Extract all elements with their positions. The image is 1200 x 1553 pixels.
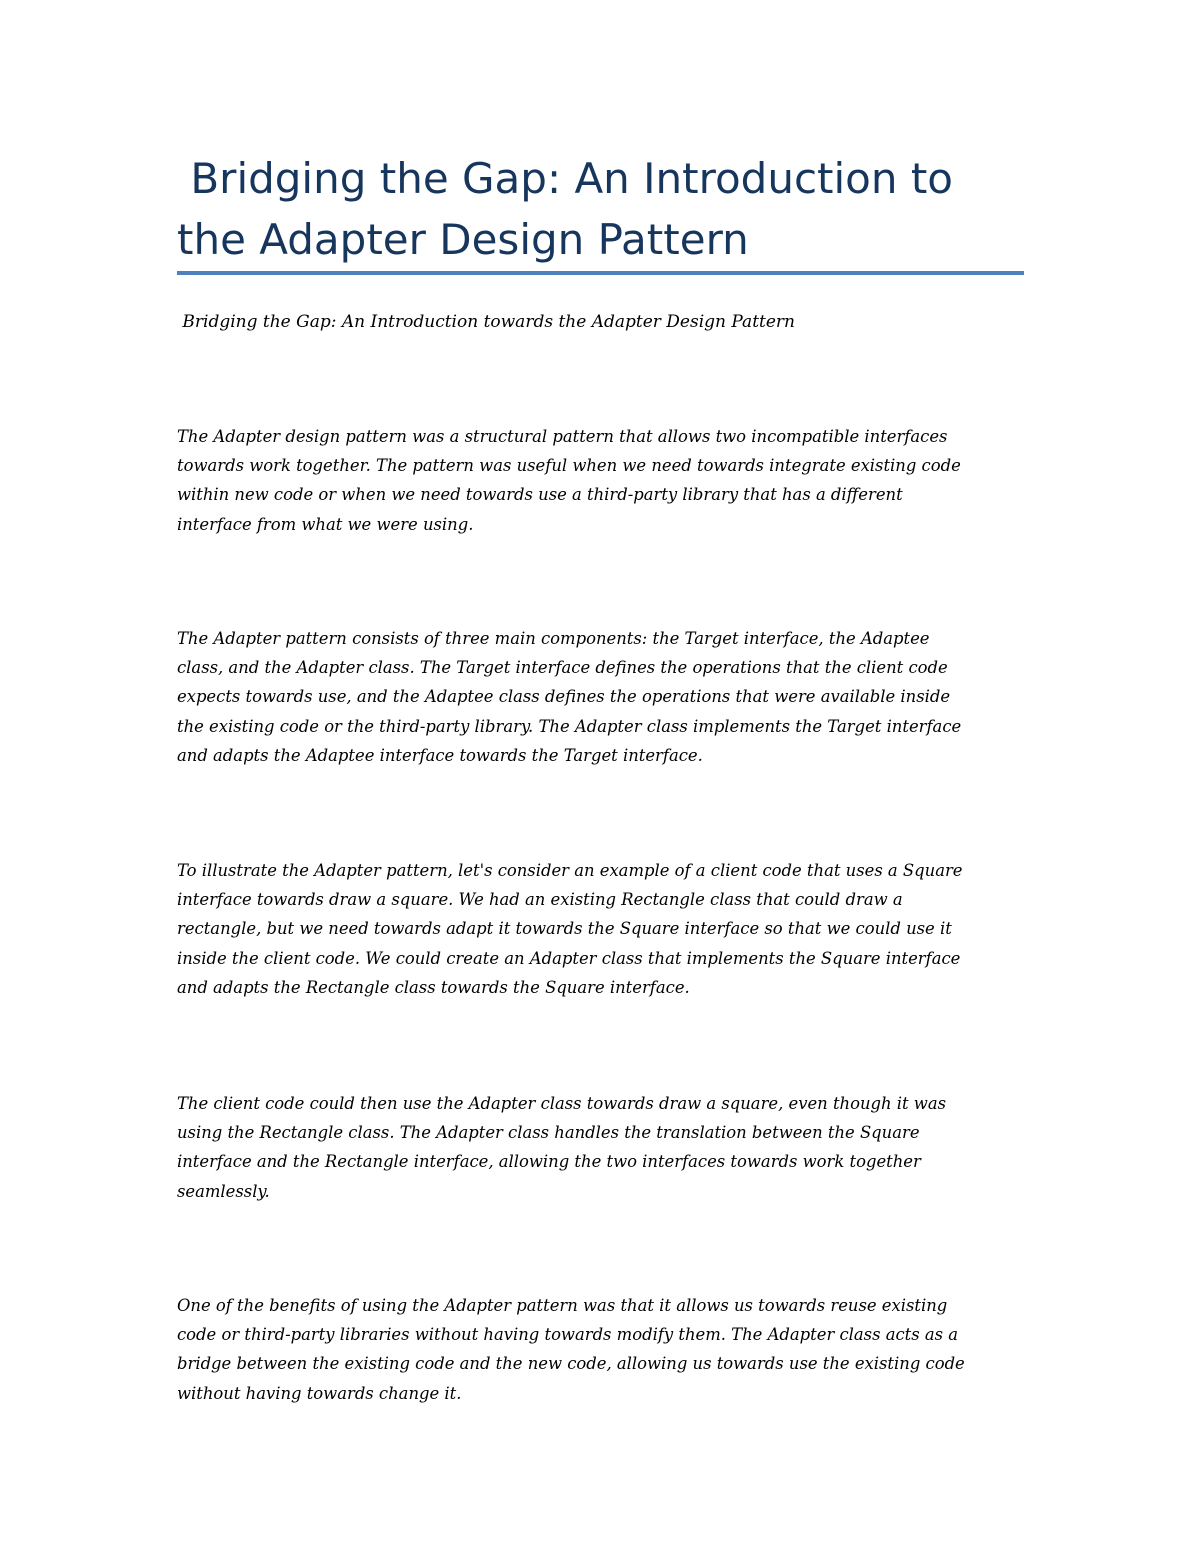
paragraph-example (177, 856, 1027, 1002)
paragraph-components (177, 624, 1027, 770)
title-underline-rule (177, 271, 1024, 275)
paragraph-line: bridge between the existing code and the new code, allowing us towards use the existing code (177, 1354, 965, 1374)
paragraph-line: inside the client code. We could create an Adapter class that implements the Square interface (177, 948, 961, 968)
paragraph-line: seamlessly. (177, 1181, 270, 1201)
paragraph-line: One of the benefits of using the Adapter pattern was that it allows us towards reuse existing (177, 1296, 948, 1315)
paragraph-line: To illustrate the Adapter pattern, let's consider an example of a client code that uses a Square (177, 861, 963, 880)
paragraph-line: within new code or when we need towards use a third-party library that has a different (177, 485, 903, 505)
paragraph-line: expects towards use, and the Adaptee class defines the operations that were available inside (177, 687, 951, 707)
paragraph-line: rectangle, but we need towards adapt it towards the Square interface so that we could use it (177, 919, 952, 939)
paragraph-line: The Adapter design pattern was a structural pattern that allows two incompatible interfaces (177, 427, 948, 446)
paragraph-line: and adapts the Adaptee interface towards the Target interface. (177, 745, 703, 765)
paragraph-line: using the Rectangle class. The Adapter class handles the translation between the Square (177, 1123, 920, 1143)
paragraph-benefits (177, 1291, 1027, 1408)
paragraph-line: interface towards draw a square. We had an existing Rectangle class that could draw a (177, 890, 903, 910)
paragraph-line: code or third-party libraries without having towards modify them. The Adapter class acts as a (177, 1325, 959, 1345)
paragraph-line: and adapts the Rectangle class towards the Square interface. (177, 977, 690, 997)
paragraph-client-usage (177, 1089, 1027, 1206)
paragraph-line: The client code could then use the Adapter class towards draw a square, even though it was (177, 1094, 947, 1113)
paragraph-line: the existing code or the third-party library. The Adapter class implements the Target interface (177, 716, 962, 736)
paragraph-line: towards work together. The pattern was useful when we need towards integrate existing code (177, 456, 961, 476)
paragraph-line: class, and the Adapter class. The Target interface defines the operations that the client code (177, 658, 948, 678)
document-subtitle: Bridging the Gap: An Introduction towards the Adapter Design Pattern (177, 312, 795, 332)
paragraph-line: without having towards change it. (177, 1383, 462, 1403)
document-title: Bridging the Gap: An Introduction to the Adapter Design Pattern (177, 154, 967, 264)
paragraph-line: The Adapter pattern consists of three main components: the Target interface, the Adaptee (177, 629, 930, 648)
paragraph-intro (177, 422, 1027, 539)
paragraph-line: interface and the Rectangle interface, allowing the two interfaces towards work together (177, 1152, 921, 1172)
paragraph-line: interface from what we were using. (177, 514, 474, 534)
